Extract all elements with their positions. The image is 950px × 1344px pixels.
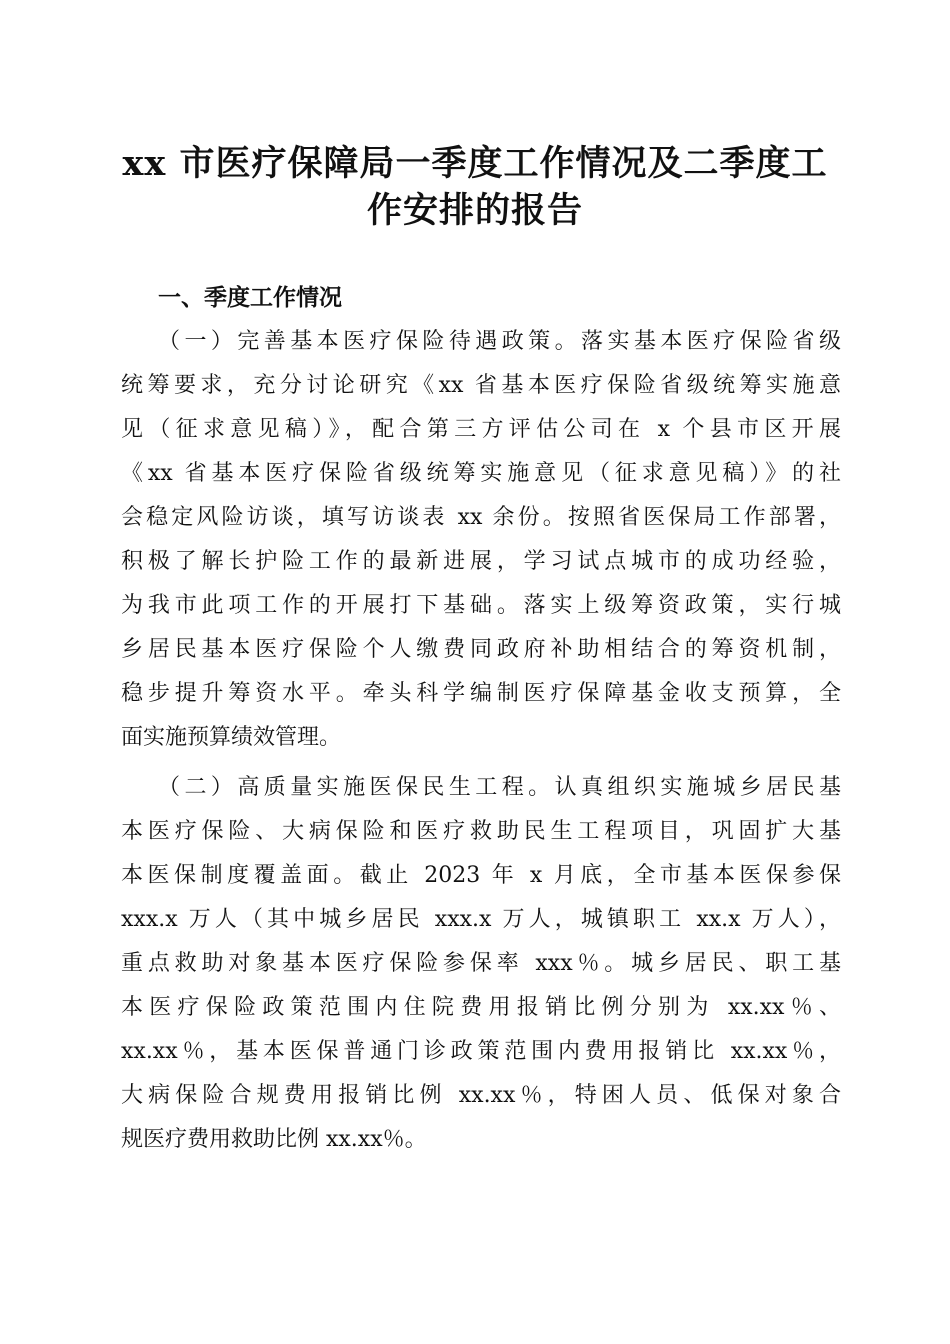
paragraph-line: xx.xx％，基本医保普通门诊政策范围内费用报销比 xx.xx％， <box>121 1039 841 1064</box>
paragraph-line: 规医疗费用救助比例 xx.xx％。 <box>121 1127 427 1152</box>
paragraph-line: 会稳定风险访谈，填写访谈表 xx 余份。按照省医保局工作部署， <box>121 505 841 530</box>
paragraph-line: 见（征求意见稿）》，配合第三方评估公司在 x 个县市区开展 <box>121 417 841 442</box>
paragraph-line: 本医保制度覆盖面。截止 2023 年 x 月底，全市基本医保参保 <box>121 863 841 888</box>
document-title-line-2: 作安排的报告 <box>366 190 583 231</box>
section-heading: 一、季度工作情况 <box>158 285 342 311</box>
paragraph-2 <box>121 766 841 1162</box>
paragraph-line: （二）高质量实施医保民生工程。认真组织实施城乡居民基 <box>158 775 841 800</box>
document-title-line-1: xx 市医疗保障局一季度工作情况及二季度工 <box>122 143 828 184</box>
paragraph-line: 大病保险合规费用报销比例 xx.xx％，特困人员、低保对象合 <box>121 1083 841 1108</box>
paragraph-line: 本医疗保险政策范围内住院费用报销比例分别为 xx.xx％、 <box>121 995 841 1020</box>
paragraph-line: （一）完善基本医疗保险待遇政策。落实基本医疗保险省级 <box>158 329 841 354</box>
paragraph-line: 《xx 省基本医疗保险省级统筹实施意见（征求意见稿）》的社 <box>121 461 841 486</box>
paragraph-line: 为我市此项工作的开展打下基础。落实上级筹资政策，实行城 <box>121 593 841 618</box>
paragraph-line: 统筹要求，充分讨论研究《xx 省基本医疗保险省级统筹实施意 <box>121 373 841 398</box>
paragraph-line: 面实施预算绩效管理。 <box>121 725 342 750</box>
paragraph-line: 积极了解长护险工作的最新进展，学习试点城市的成功经验， <box>121 549 841 574</box>
paragraph-line: xxx.x 万人（其中城乡居民 xxx.x 万人，城镇职工 xx.x 万人）， <box>121 907 841 932</box>
paragraph-line: 重点救助对象基本医疗保险参保率 xxx％。城乡居民、职工基 <box>121 951 841 976</box>
paragraph-line: 乡居民基本医疗保险个人缴费同政府补助相结合的筹资机制， <box>121 637 841 662</box>
paragraph-line: 稳步提升筹资水平。牵头科学编制医疗保障基金收支预算，全 <box>121 681 841 706</box>
paragraph-line: 本医疗保险、大病保险和医疗救助民生工程项目，巩固扩大基 <box>121 819 841 844</box>
paragraph-1 <box>121 320 841 760</box>
